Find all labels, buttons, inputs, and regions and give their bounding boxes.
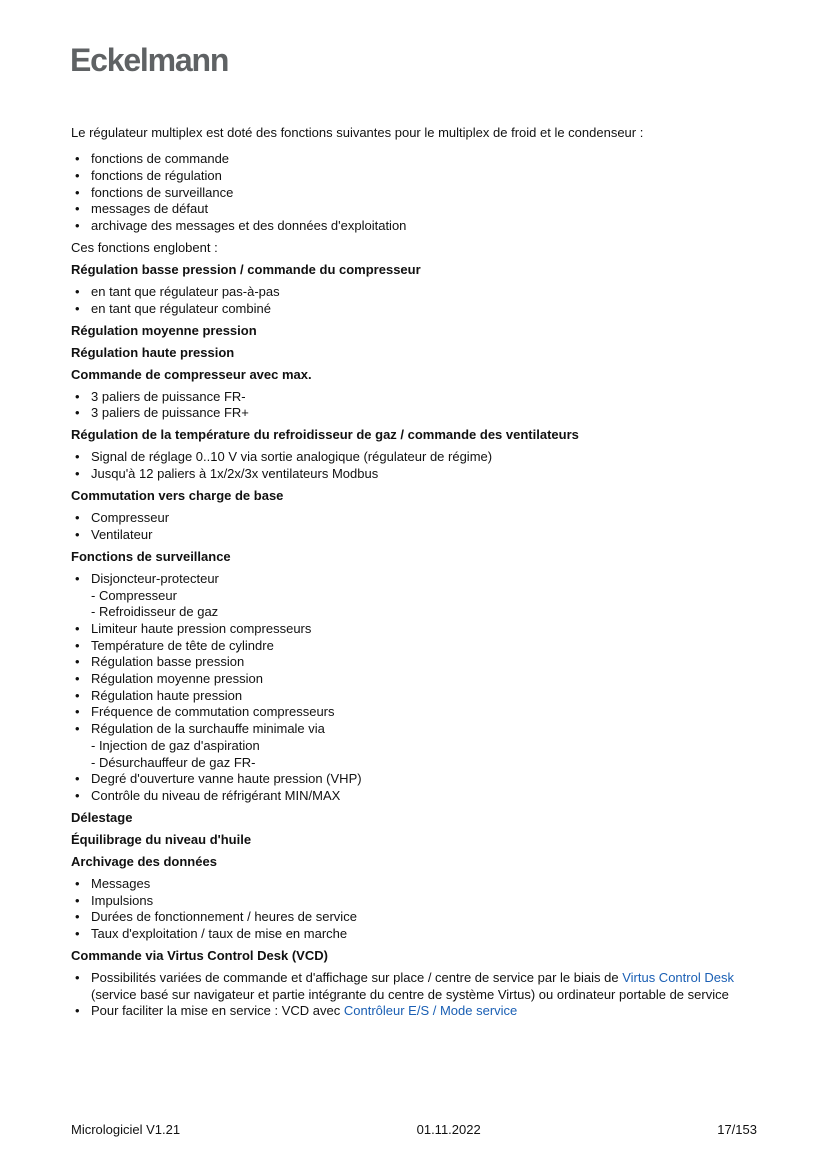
list-item: • fonctions de commande	[71, 151, 761, 168]
section-list	[71, 571, 761, 805]
section-list	[71, 510, 761, 543]
link-contr-leur-e-s-mode-service[interactable]: Contrôleur E/S / Mode service	[343, 1003, 518, 1019]
section-heading: Commande de compresseur avec max.	[71, 366, 312, 382]
footer-page-number: 17/153	[717, 1122, 757, 1137]
section-heading: Commutation vers charge de base	[71, 488, 284, 504]
section-list	[71, 449, 761, 482]
section-heading: Régulation basse pression / commande du compresseur	[71, 262, 421, 278]
list-item	[71, 970, 761, 1003]
list-item-text: Régulation basse pression	[91, 654, 245, 670]
eckelmann-logo: Eckelmann	[70, 42, 229, 78]
list-item	[71, 389, 761, 406]
list-item	[71, 638, 761, 655]
list-item: • fonctions de régulation	[71, 168, 761, 185]
list-item	[71, 704, 761, 721]
list-item	[71, 621, 761, 638]
list-item-text: Durées de fonctionnement / heures de service	[91, 909, 357, 925]
section-heading: Commande via Virtus Control Desk (VCD)	[71, 948, 328, 964]
list-item-text: Disjoncteur-protecteur	[91, 570, 219, 586]
list-item-text: Pour faciliter la mise en service : VCD avec	[91, 1003, 344, 1019]
section-heading: Régulation haute pression	[71, 344, 235, 360]
list-item	[71, 527, 761, 544]
list-item-text: Jusqu'à 12 paliers à 1x/2x/3x ventilateurs Modbus	[91, 466, 379, 482]
list-item	[71, 654, 761, 671]
list-item-text: Messages	[91, 875, 151, 891]
sub-item: - Refroidisseur de gaz	[91, 604, 219, 620]
list-item-text: en tant que régulateur pas-à-pas	[91, 284, 280, 300]
page-footer	[71, 1122, 757, 1137]
intro-text: Le régulateur multiplex est doté des fonctions suivantes pour le multiplex de froid et le condenseur :	[71, 124, 644, 140]
list-item	[71, 771, 761, 788]
section-heading: Archivage des données	[71, 853, 217, 869]
list-item-text: Température de tête de cylindre	[91, 637, 274, 653]
section-heading: Délestage	[71, 809, 133, 825]
section-list	[71, 970, 761, 1020]
list-item-text: Régulation moyenne pression	[91, 671, 263, 687]
list-item	[71, 909, 761, 926]
list-item: • archivage des messages et des données d'exploitation	[71, 218, 761, 235]
list-item-text: Signal de réglage 0..10 V via sortie analogique (régulateur de régime)	[91, 449, 493, 465]
footer-version: Micrologiciel V1.21	[71, 1122, 181, 1137]
list-item-text: Fréquence de commutation compresseurs	[91, 704, 335, 720]
sub-item: - Compresseur	[91, 587, 177, 603]
list-item	[71, 449, 761, 466]
list-item: • messages de défaut	[71, 201, 761, 218]
list-item	[71, 1003, 761, 1020]
footer-date: 01.11.2022	[416, 1122, 481, 1137]
list-item	[71, 405, 761, 422]
link-virtus-control-desk[interactable]: Virtus Control Desk	[622, 970, 734, 986]
section-list	[71, 876, 761, 943]
list-item	[71, 688, 761, 705]
list-item	[71, 301, 761, 318]
list-item-text: Limiteur haute pression compresseurs	[91, 620, 312, 636]
intro-list	[71, 151, 761, 235]
list-item-text: Compresseur	[91, 510, 170, 526]
list-item	[71, 876, 761, 893]
section-heading: Équilibrage du niveau d'huile	[71, 831, 252, 847]
list-item: • fonctions de surveillance	[71, 185, 761, 202]
list-item-text: 3 paliers de puissance FR-	[91, 388, 246, 404]
list-item-text: Taux d'exploitation / taux de mise en marche	[91, 926, 348, 942]
list-item-text: Impulsions	[91, 892, 154, 908]
sections	[71, 262, 761, 1020]
list-item	[71, 571, 761, 621]
sub-item: - Injection de gaz d'aspiration	[91, 737, 260, 753]
list-item	[71, 926, 761, 943]
list-item-text: Contrôle du niveau de réfrigérant MIN/MAX	[91, 787, 341, 803]
list-item-text: Régulation haute pression	[91, 687, 243, 703]
section-list	[71, 284, 761, 317]
section-heading: Régulation de la température du refroidisseur de gaz / commande des ventilateurs	[71, 427, 579, 443]
list-item	[71, 510, 761, 527]
lead-text: Ces fonctions englobent :	[71, 240, 218, 256]
list-item-text: (service basé sur navigateur et partie intégrante du centre de système Virtus) ou ordinateur portable de service	[91, 986, 729, 1002]
list-item	[71, 788, 761, 805]
sub-item: - Désurchauffeur de gaz FR-	[91, 754, 256, 770]
list-item	[71, 893, 761, 910]
list-item-text: Degré d'ouverture vanne haute pression (VHP)	[91, 771, 362, 787]
list-item-text: Possibilités variées de commande et d'affichage sur place / centre de service par le biais de	[91, 970, 623, 986]
list-item-text: en tant que régulateur combiné	[91, 300, 271, 316]
list-item	[71, 466, 761, 483]
section-list	[71, 389, 761, 422]
list-item	[71, 721, 761, 771]
list-item-text: Régulation de la surchauffe minimale via	[91, 721, 325, 737]
list-item-text: Ventilateur	[91, 526, 153, 542]
section-heading: Fonctions de surveillance	[71, 548, 231, 564]
list-item	[71, 284, 761, 301]
list-item-text: 3 paliers de puissance FR+	[91, 405, 249, 421]
section-heading: Régulation moyenne pression	[71, 322, 257, 338]
list-item	[71, 671, 761, 688]
page-content	[71, 125, 761, 1026]
